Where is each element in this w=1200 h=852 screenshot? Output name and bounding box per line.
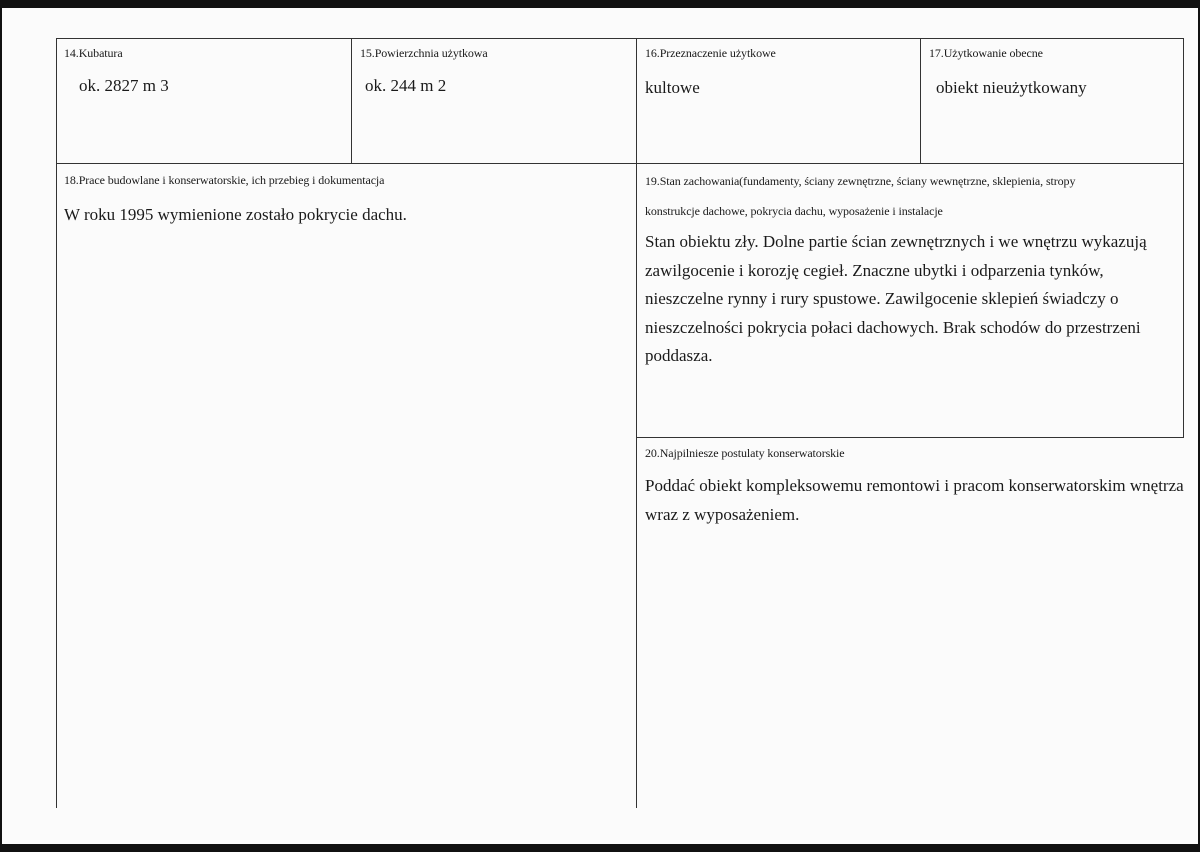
- kubatura-value: ok. 2827 m 3: [79, 76, 169, 95]
- przeznaczenie-value: kultowe: [645, 78, 700, 97]
- stan-value: Stan obiektu zły. Dolne partie ścian zewnętrznych i we wnętrzu wykazują zawilgocenie i korozję cegieł. Znaczne ubytki i odparzenia tynków, nieszczelne rynny i rury spustowe. Zawilgocenie sklepień świadczy o nieszczelności pokrycia połaci dachowych. Brak schodów do przestrzeni poddasza.: [645, 232, 1147, 365]
- column-divider-2: [636, 38, 637, 808]
- kubatura-label: 14.Kubatura: [64, 46, 123, 60]
- przeznaczenie-label: 16.Przeznaczenie użytkowe: [645, 46, 776, 60]
- uzytkowanie-label: 17.Użytkowanie obecne: [929, 46, 1043, 60]
- table-top-border: [56, 38, 1184, 39]
- row-divider-1: [56, 163, 1184, 164]
- stan-label-line-2: konstrukcje dachowe, pokrycia dachu, wyposażenie i instalacje: [645, 204, 943, 218]
- prace-value: W roku 1995 wymienione zostało pokrycie dachu.: [64, 205, 407, 224]
- section-19-bottom-border: [636, 437, 1184, 438]
- prace-label: 18.Prace budowlane i konserwatorskie, ich przebieg i dokumentacja: [64, 173, 385, 187]
- table-right-border: [1183, 38, 1184, 438]
- powierzchnia-label: 15.Powierzchnia użytkowa: [360, 46, 488, 60]
- uzytkowanie-value: obiekt nieużytkowany: [936, 78, 1087, 97]
- column-divider-3: [920, 38, 921, 163]
- stan-label-line-1: 19.Stan zachowania(fundamenty, ściany zewnętrzne, ściany wewnętrzne, sklepienia, stropy: [645, 174, 1076, 188]
- powierzchnia-value: ok. 244 m 2: [365, 76, 447, 95]
- postulaty-label: 20.Najpilniesze postulaty konserwatorskie: [645, 446, 845, 460]
- column-divider-1: [351, 38, 352, 163]
- table-left-border: [56, 38, 57, 808]
- postulaty-value: Poddać obiekt kompleksowemu remontowi i pracom konserwatorskim wnętrza wraz z wyposażeniem.: [645, 476, 1184, 524]
- document-page: [2, 8, 1198, 844]
